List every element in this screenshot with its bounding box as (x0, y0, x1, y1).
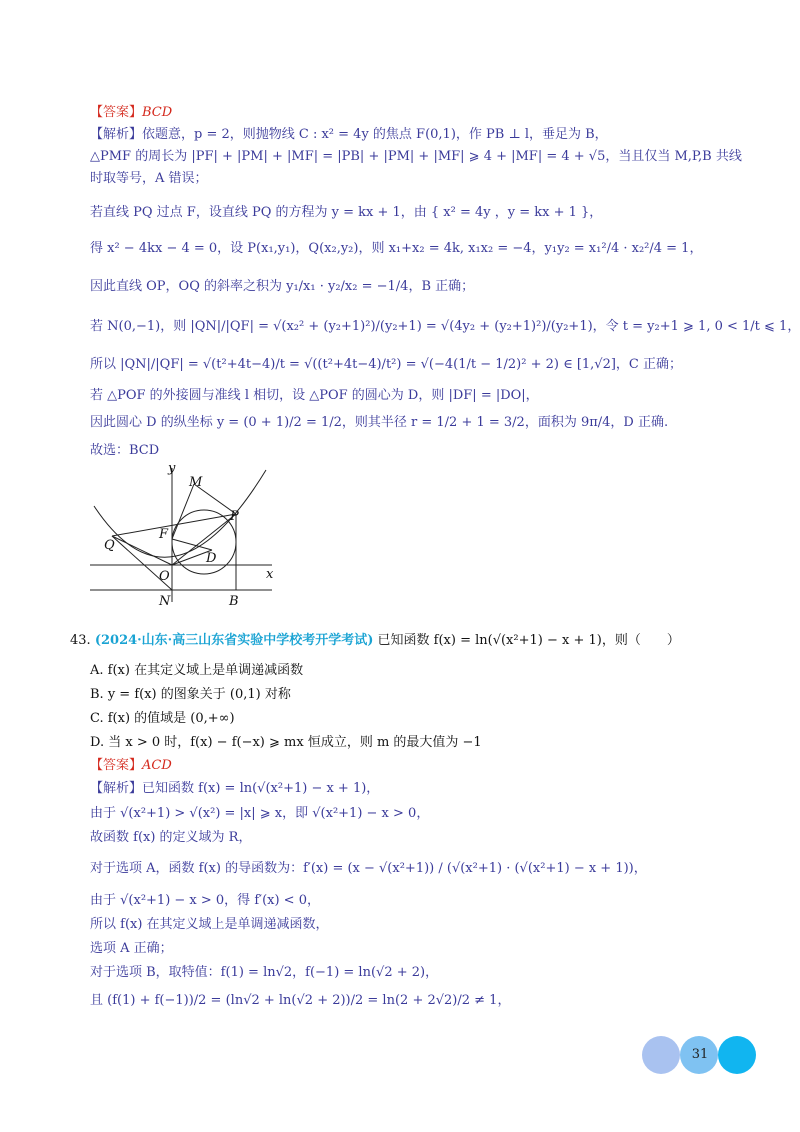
q42-solution-line-3: 时取等号，A 错误； (90, 171, 208, 186)
q42-solution-line-8: 所以 |QN|/|QF| = √(t²+4t−4)/t = √((t²+4t−4)/t²) = √(−4(1/t − 1/2)² + 2) ∈ [1,√2]，C 正确； (90, 357, 683, 372)
answer-value: BCD (142, 105, 173, 120)
q43-header (70, 632, 680, 650)
q42-solution-line-4: 若直线 PQ 过点 F，设直线 PQ 的方程为 y = kx + 1，由 { x² = 4y ，y = kx + 1 }， (90, 205, 603, 220)
answer-value: ACD (142, 758, 172, 773)
question-number: 43. (70, 633, 91, 648)
q42-answer (90, 104, 172, 122)
q43-solution-line-3: 故函数 f(x) 的定义域为 R， (90, 830, 252, 845)
label-Q: Q (104, 538, 115, 553)
option-c: C. f(x) 的值域是 (0,+∞) (90, 711, 235, 726)
option-b: B. y = f(x) 的图象关于 (0,1) 对称 (90, 687, 291, 702)
q42-solution-line-6: 因此直线 OP，OQ 的斜率之积为 y₁/x₁ · y₂/x₂ = −1/4，B 正确； (90, 279, 475, 294)
label-M: M (189, 475, 203, 490)
q43-answer (90, 757, 172, 775)
label-D: D (206, 551, 217, 566)
q42-solution-line-10: 因此圆心 D 的纵坐标 y = (0 + 1)/2 = 1/2，则其半径 r = 1/2 + 1 = 3/2，面积为 9π/4，D 正确. (90, 415, 669, 430)
page-number: 31 (691, 1047, 709, 1062)
question-stem: 已知函数 f(x) = ln(√(x²+1) − x + 1)，则（ ） (377, 633, 680, 648)
option-a: A. f(x) 在其定义域上是单调递减函数 (90, 663, 304, 678)
label-x: x (266, 567, 274, 582)
label-O: O (159, 569, 170, 584)
page-badge-left-circle (642, 1036, 680, 1074)
q43-solution-line-6: 所以 f(x) 在其定义域上是单调递减函数， (90, 917, 329, 932)
q43-solution-line-1: 【解析】已知函数 f(x) = ln(√(x²+1) − x + 1)， (90, 781, 380, 796)
label-P: P (230, 509, 239, 524)
line-FD (172, 539, 212, 550)
q43-solution-line-7: 选项 A 正确； (90, 941, 173, 956)
parabola-figure (90, 462, 280, 610)
q43-solution-line-4: 对于选项 A，函数 f(x) 的导函数为：f′(x) = (x − √(x²+1)) / (√(x²+1) · (√(x²+1) − x + 1))， (90, 861, 647, 876)
q42-solution-line-1: 【解析】依题意，p = 2，则抛物线 C : x² = 4y 的焦点 F(0,1)，作 PB ⊥ l，垂足为 B， (90, 127, 608, 142)
option-d: D. 当 x > 0 时，f(x) − f(−x) ⩾ mx 恒成立，则 m 的最大值为 −1 (90, 735, 482, 750)
q42-solution-line-2: △PMF 的周长为 |PF| + |PM| + |MF| = |PB| + |PM| + |MF| ⩾ 4 + |MF| = 4 + √5，当且仅当 M,P,B 共线 (90, 149, 742, 164)
q42-solution-line-11: 故选：BCD (90, 443, 160, 458)
q43-solution-line-9: 且 (f(1) + f(−1))/2 = (ln√2 + ln(√2 + 2))/2 = ln(2 + 2√2)/2 ≠ 1， (90, 993, 511, 1008)
answer-tag: 【答案】 (90, 758, 143, 773)
page-badge-right-circle (718, 1036, 756, 1074)
q42-solution-line-5: 得 x² − 4kx − 4 = 0，设 P(x₁,y₁)，Q(x₂,y₂)，则 x₁+x₂ = 4k, x₁x₂ = −4，y₁y₂ = x₁²/4 · x₂²/4 = 1， (90, 241, 703, 256)
question-source: (2024·山东·高三山东省实验中学校考开学考试) (94, 633, 374, 648)
q42-solution-line-7: 若 N(0,−1)，则 |QN|/|QF| = √(x₂² + (y₂+1)²)/(y₂+1) = √(4y₂ + (y₂+1)²)/(y₂+1)，令 t = y₂+1 ⩾ 1, 0 < 1/t ⩽ 1， (90, 319, 800, 334)
line-OP (172, 514, 236, 565)
line-FM (172, 484, 194, 539)
answer-tag: 【答案】 (90, 105, 143, 120)
q43-solution-line-5: 由于 √(x²+1) − x > 0，得 f′(x) < 0， (90, 893, 320, 908)
label-B: B (229, 594, 239, 609)
label-F: F (159, 527, 169, 542)
q42-solution-line-9: 若 △POF 的外接圆与准线 l 相切，设 △POF 的圆心为 D，则 |DF| = |DO|， (90, 388, 539, 403)
q43-solution-line-8: 对于选项 B，取特值：f(1) = ln√2，f(−1) = ln(√2 + 2)， (90, 965, 439, 980)
label-y: y (168, 462, 176, 476)
parabola-curve (94, 470, 266, 557)
label-N: N (159, 594, 171, 609)
q43-solution-line-2: 由于 √(x²+1) > √(x²) = |x| ⩾ x，即 √(x²+1) − x > 0， (90, 806, 430, 821)
